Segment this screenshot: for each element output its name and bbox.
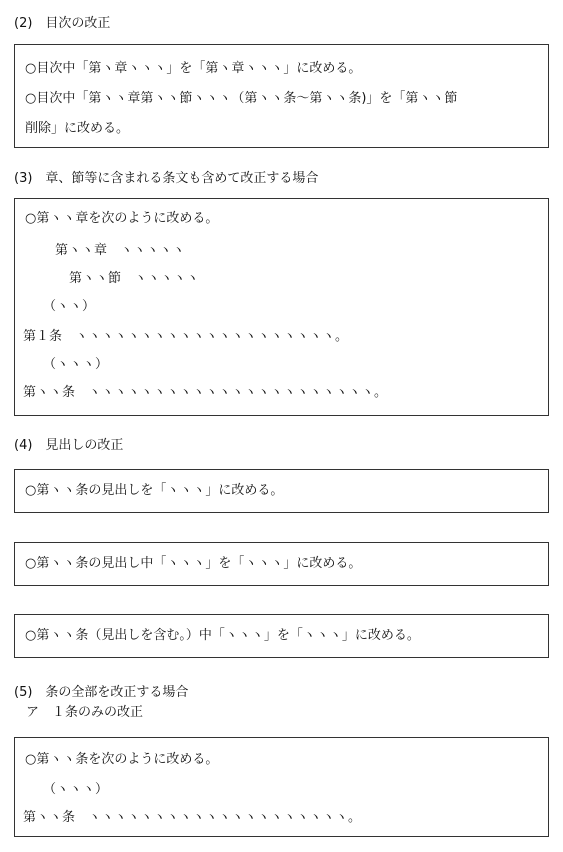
box-line: ○第ヽヽ条を次のように改める。 [25,752,219,767]
box-line: 削除」に改める。 [25,121,130,136]
notice-box-heading-3 [14,614,549,658]
box-line: ○目次中「第ヽ章ヽヽヽ」を「第ヽ章ヽヽヽ」に改める。 [25,61,362,76]
box-line: ○目次中「第ヽヽ章第ヽヽ節ヽヽヽ（第ヽヽ条～第ヽヽ条)」を「第ヽヽ節 [25,91,458,106]
box-line: 第ヽヽ条 ヽヽヽヽヽヽヽヽヽヽヽヽヽヽヽヽヽヽヽヽヽヽ。 [23,385,388,400]
subsection-heading: ア １条のみの改正 [26,705,144,720]
box-line: （ヽヽ） [43,299,96,314]
notice-box-article [14,737,549,837]
section-heading-2: (2) 目次の改正 [14,16,111,31]
box-line: 第ヽヽ章 ヽヽヽヽヽ [55,243,186,258]
section-heading-3: (3) 章、節等に含まれる条文も含めて改正する場合 [14,171,319,186]
box-line: ○第ヽヽ条の見出し中「ヽヽヽ」を「ヽヽヽ」に改める。 [25,556,362,571]
box-line: ○第ヽヽ章を次のように改める。 [25,211,219,226]
box-line: （ヽヽヽ） [43,782,109,797]
box-line: （ヽヽヽ） [43,357,109,372]
box-line: 第ヽヽ条 ヽヽヽヽヽヽヽヽヽヽヽヽヽヽヽヽヽヽヽヽ。 [23,810,362,825]
box-line: 第ヽヽ節 ヽヽヽヽヽ [69,271,200,286]
notice-box-heading-2 [14,542,549,586]
notice-box-chapter [14,198,549,416]
section-heading-5: (5) 条の全部を改正する場合 [14,685,189,700]
notice-box-heading-1 [14,469,549,513]
box-line: 第１条 ヽヽヽヽヽヽヽヽヽヽヽヽヽヽヽヽヽヽヽヽ。 [23,329,349,344]
notice-box-toc [14,44,549,148]
box-line: ○第ヽヽ条（見出しを含む。）中「ヽヽヽ」を「ヽヽヽ」に改める。 [25,628,420,643]
section-heading-4: (4) 見出しの改正 [14,438,124,453]
box-line: ○第ヽヽ条の見出しを「ヽヽヽ」に改める。 [25,483,284,498]
